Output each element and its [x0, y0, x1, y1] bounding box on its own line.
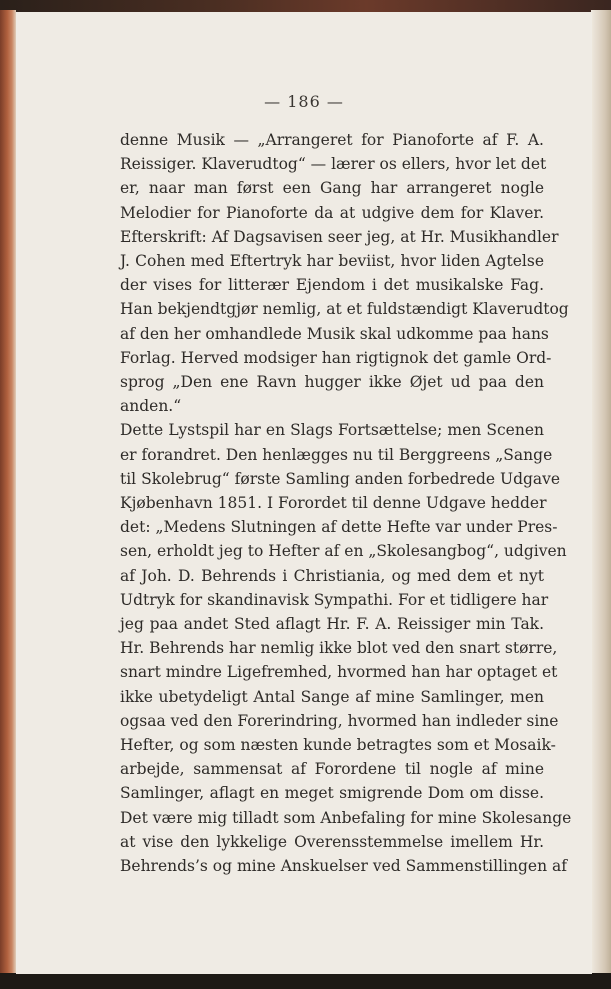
text-line: sprog „Den ene Ravn hugger ikke Øjet ud paa den	[120, 373, 544, 392]
text-line: Hr. Behrends har nemlig ikke blot ved den snart større,	[120, 639, 558, 658]
text-line: der vises for litterær Ejendom i det musikalske Fag.	[120, 276, 544, 295]
text-line: til Skolebrug“ første Samling anden forbedrede Udgave	[120, 469, 561, 488]
text-line: Efterskrift: Af Dagsavisen seer jeg, at Hr. Musikhandler	[120, 227, 559, 246]
text-line: sen, erholdt jeg to Hefter af en „Skolesangbog“, udgiven	[120, 542, 567, 561]
text-line: Kjøbenhavn 1851. I Forordet til denne Udgave hedder	[120, 494, 547, 513]
text-line: af den her omhandlede Musik skal udkomme paa hans	[120, 324, 549, 343]
page-stack-edge	[591, 10, 611, 975]
text-line: er forandret. Den henlægges nu til Berggreens „Sange	[120, 445, 553, 464]
text-line: denne Musik — „Arrangeret for Pianoforte af F. A.	[120, 131, 544, 149]
text-line: Samlinger, aflagt en meget smigrende Dom om disse.	[120, 784, 544, 803]
text-line: Forlag. Herved modsiger han rigtignok det gamle Ord-	[120, 348, 552, 367]
text-line: jeg paa andet Sted aflagt Hr. F. A. Reissiger min Tak.	[120, 615, 544, 634]
text-line: Reissiger. Klaverudtog“ — lærer os ellers, hvor let det	[120, 155, 547, 174]
text-line: Det være mig tilladt som Anbefaling for mine Skolesange	[120, 808, 572, 827]
page-body-text	[120, 128, 572, 878]
book-page	[16, 12, 592, 974]
text-line: snart mindre Ligefremhed, hvormed han har optaget et	[120, 663, 558, 682]
text-line: J. Cohen med Eftertryk har beviist, hvor liden Agtelse	[120, 252, 544, 271]
text-line: arbejde, sammensat af Forordene til nogle af mine	[120, 760, 544, 779]
text-line: Dette Lystspil har en Slags Fortsættelse; men Scenen	[120, 421, 544, 440]
text-line: af Joh. D. Behrends i Christiania, og med dem et nyt	[120, 566, 544, 585]
text-line: Han bekjendtgjør nemlig, at et fuldstændigt Klaverudtog	[120, 300, 569, 319]
text-line: Hefter, og som næsten kunde betragtes som et Mosaik-	[120, 736, 556, 755]
text-line: det: „Medens Slutningen af dette Hefte var under Pres-	[120, 518, 558, 537]
book-bottom-edge	[0, 973, 611, 989]
page-number: — 186 —	[264, 92, 344, 111]
text-line: at vise den lykkelige Overensstemmelse imellem Hr.	[120, 832, 544, 851]
text-line: ikke ubetydeligt Antal Sange af mine Samlinger, men	[120, 687, 544, 706]
text-line: Udtryk for skandinavisk Sympathi. For et tidligere har	[120, 590, 549, 609]
book-binding-edge	[0, 10, 16, 975]
text-line: Behrends’s og mine Anskuelser ved Sammenstillingen af	[120, 857, 567, 876]
text-line: Melodier for Pianoforte da at udgive dem for Klaver.	[120, 203, 544, 222]
text-line: ogsaa ved den Forerindring, hvormed han indleder sine	[120, 711, 559, 730]
text-line: er, naar man først een Gang har arrangeret nogle	[120, 179, 544, 198]
text-line: anden.“	[120, 397, 182, 416]
